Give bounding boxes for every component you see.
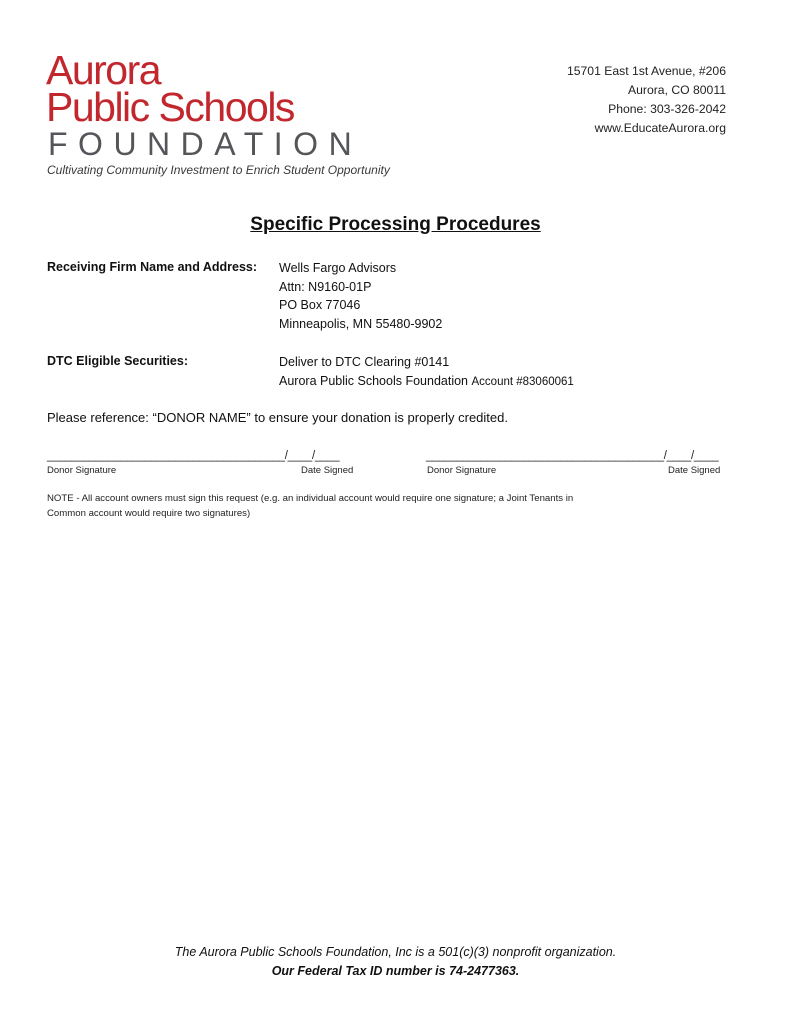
receiving-firm-address (279, 259, 442, 333)
donor-signature-label: Donor Signature (47, 465, 117, 476)
logo-tagline: Cultivating Community Investment to Enrich Student Opportunity (47, 163, 390, 177)
logo-title-public-schools: Public Schools (46, 84, 294, 130)
signature-line-1[interactable]: _______________________________________/____/____ (47, 450, 340, 462)
dtc-account-line (279, 372, 574, 392)
logo-title-foundation: FOUNDATION (48, 126, 363, 162)
contact-phone: Phone: 303-326-2042 (608, 102, 726, 116)
contact-street: 15701 East 1st Avenue, #206 (566, 64, 726, 78)
contact-city: Aurora, CO 80011 (627, 83, 726, 97)
logo-title-aurora: Aurora (46, 47, 161, 93)
document-title: Specific Processing Procedures (250, 214, 541, 235)
donor-signature-label: Donor Signature (427, 465, 497, 476)
receiving-firm-line: Wells Fargo Advisors (279, 261, 397, 275)
receiving-firm-label: Receiving Firm Name and Address: (47, 260, 258, 274)
contact-address-block (567, 62, 726, 138)
dtc-account-holder: Aurora Public Schools Foundation (279, 373, 469, 388)
date-signed-label: Date Signed (668, 465, 721, 476)
footer-nonprofit-statement: The Aurora Public Schools Foundation, Inc is a 501(c)(3) nonprofit organization. (174, 945, 617, 959)
dtc-clearing-line: Deliver to DTC Clearing #0141 (279, 355, 450, 369)
dtc-label: DTC Eligible Securities: (47, 354, 189, 368)
receiving-firm-line: Attn: N9160-01P (279, 279, 372, 294)
contact-website-link[interactable]: www.EducateAurora.org (594, 121, 726, 135)
account-owners-note: NOTE - All account owners must sign this request (e.g. an individual account would require one signature; a Joint Tenants in Common account would require two signatures) (47, 493, 574, 519)
receiving-firm-line: PO Box 77046 (279, 298, 361, 312)
date-signed-label: Date Signed (301, 465, 354, 476)
dtc-account-number: Account #83060061 (471, 375, 574, 388)
footer-tax-id: Our Federal Tax ID number is 74-2477363. (271, 964, 520, 978)
footer (0, 943, 791, 981)
receiving-firm-line: Minneapolis, MN 55480-9902 (279, 316, 443, 331)
dtc-details (279, 353, 574, 391)
reference-instruction: Please reference: “DONOR NAME” to ensure your donation is properly credited. (47, 410, 508, 425)
signature-line-2[interactable]: _______________________________________/____/____ (426, 450, 719, 462)
